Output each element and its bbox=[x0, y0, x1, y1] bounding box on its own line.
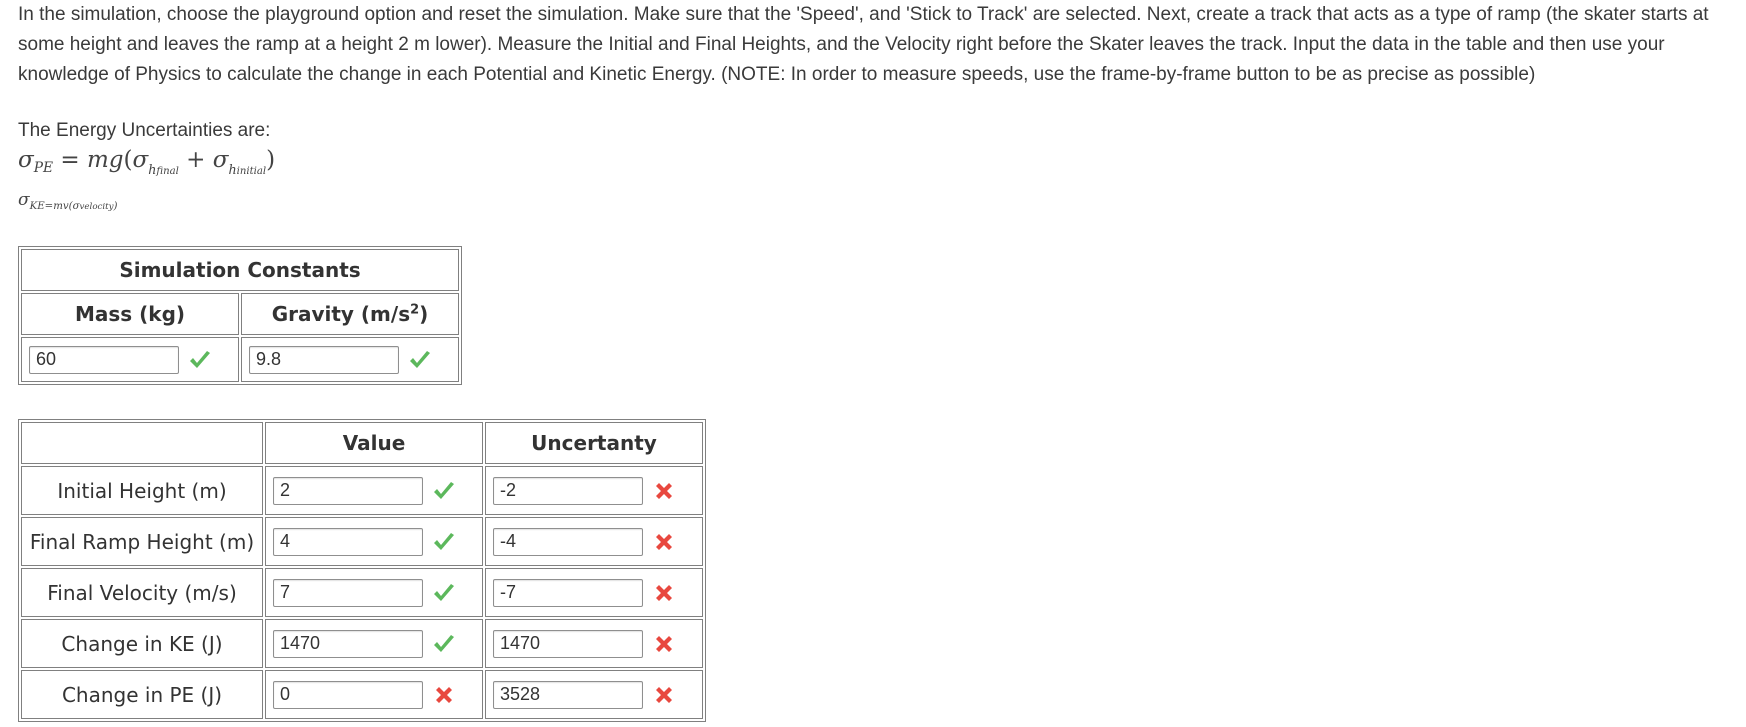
check-icon bbox=[431, 478, 457, 504]
check-icon bbox=[431, 631, 457, 657]
check-icon bbox=[187, 347, 213, 373]
row-label: Initial Height (m) bbox=[21, 466, 263, 515]
value-input[interactable] bbox=[273, 528, 423, 556]
ke-uncertainty-formula: $\sigma_{KE=mv(\sigma velocity)}$ bbox=[18, 189, 118, 212]
constants-title: Simulation Constants bbox=[21, 249, 459, 291]
table-row bbox=[21, 568, 703, 617]
cross-icon bbox=[651, 682, 677, 708]
mass-input[interactable] bbox=[29, 346, 179, 374]
mass-header: Mass (kg) bbox=[21, 293, 239, 335]
row-label: Final Velocity (m/s) bbox=[21, 568, 263, 617]
row-label: Change in KE (J) bbox=[21, 619, 263, 668]
measurement-table bbox=[18, 419, 706, 722]
empty-header bbox=[21, 422, 263, 464]
row-label: Final Ramp Height (m) bbox=[21, 517, 263, 566]
gravity-header: Gravity $(m/s^2)$ bbox=[241, 293, 459, 335]
simulation-constants-table bbox=[18, 246, 462, 385]
value-input[interactable] bbox=[273, 630, 423, 658]
cross-icon bbox=[431, 682, 457, 708]
value-input[interactable] bbox=[273, 477, 423, 505]
row-label: Change in PE (J) bbox=[21, 670, 263, 719]
table-row bbox=[21, 466, 703, 515]
check-icon bbox=[431, 580, 457, 606]
uncertainty-input[interactable] bbox=[493, 477, 643, 505]
check-icon bbox=[407, 347, 433, 373]
uncertainty-input[interactable] bbox=[493, 630, 643, 658]
uncertainty-input[interactable] bbox=[493, 528, 643, 556]
check-icon bbox=[431, 529, 457, 555]
value-input[interactable] bbox=[273, 681, 423, 709]
value-input[interactable] bbox=[273, 579, 423, 607]
cross-icon bbox=[651, 631, 677, 657]
cross-icon bbox=[651, 529, 677, 555]
pe-uncertainty-formula: $\sigma_{PE} = mg(\sigma_{hfinal} + \sigma_{hinitial})$ bbox=[18, 147, 276, 177]
table-row bbox=[21, 619, 703, 668]
cross-icon bbox=[651, 580, 677, 606]
table-row bbox=[21, 670, 703, 719]
table-row bbox=[21, 517, 703, 566]
uncertainty-input[interactable] bbox=[493, 579, 643, 607]
instructions-text: In the simulation, choose the playground option and reset the simulation. Make sure that the 'Speed', and 'Stick to Track' are selected. Next, create a track that acts as a type of ramp (the skater starts at some height and leaves the ramp at a height 2 m lower). Measure the Initial and Final Heights, and the Velocity right before the Skater leaves the track. Input the data in the table and then use your knowledge of Physics to calculate the change in each Potential and Kinetic Energy. (NOTE: In order to measure speeds, use the frame-by-frame button to be as precise as possible) bbox=[18, 4, 1709, 85]
value-header: Value bbox=[265, 422, 483, 464]
uncertainty-heading: The Energy Uncertainties are: bbox=[18, 120, 271, 141]
gravity-input[interactable] bbox=[249, 346, 399, 374]
cross-icon bbox=[651, 478, 677, 504]
uncertainty-header: Uncertanty bbox=[485, 422, 703, 464]
uncertainty-input[interactable] bbox=[493, 681, 643, 709]
